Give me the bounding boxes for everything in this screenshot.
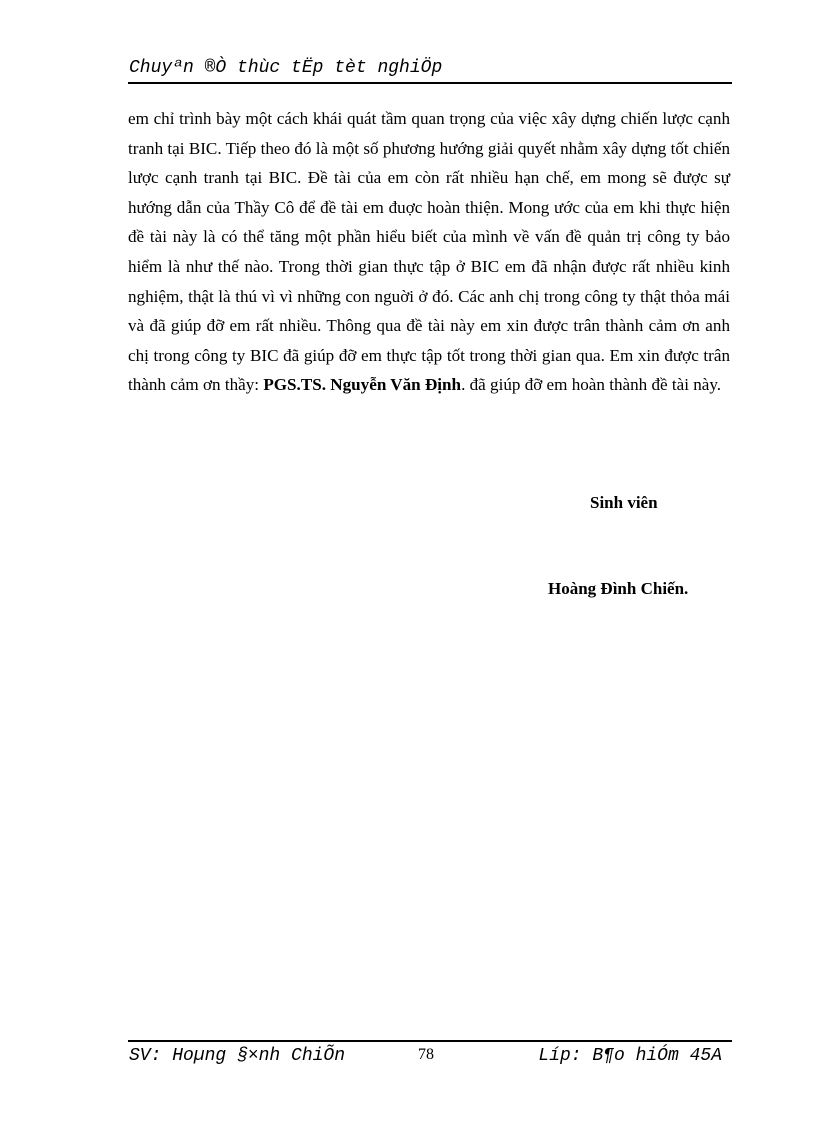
running-title: Chuyªn ®Ò thùc tËp tèt nghiÖp	[129, 58, 443, 78]
paragraph-text-start: em chỉ trình bày một cách khái quát tầm quan trọng của việc xây dựng chiến lược cạnh tranh tại BIC. Tiếp theo đó là một số phương hướng giải quyết nhằm xây dựng tốt chiến lược cạnh tranh tại BIC. Đề tài của em còn rất nhiều hạn chế, em mong sẽ được sự hướng dẫn của Thầy Cô để đề tài em đuợc hoàn thiện. Mong ước của em khi thực hiện đề tài này là có thể tăng một phần hiểu biết của mình về vấn đề quản trị công ty bảo hiểm là như thế nào. Trong thời gian thực tập ở BIC em đã nhận được rất nhiều kinh nghiệm, thật là thú vì vì những con nguời ở đó. Các anh chị trong công ty thật thỏa mái và đã giúp đỡ em rất nhiều. Thông qua đề tài này em xin được trân thành cảm ơn anh chị trong công ty BIC đã giúp đỡ em thực tập tốt trong thời gian qua. Em xin được trân thành cảm ơn thầy:	[128, 109, 730, 395]
advisor-name: PGS.TS. Nguyễn Văn Định	[263, 375, 462, 395]
body-paragraph	[128, 104, 730, 400]
signature-title: Sinh viên	[590, 493, 658, 512]
footer-class: Líp: B¶o hiÓm 45A	[538, 1046, 722, 1066]
signature-name: Hoàng Đình Chiến.	[548, 579, 689, 598]
page-footer	[128, 1040, 732, 1072]
footer-student: SV: Hoµng §×nh ChiÕn	[129, 1046, 346, 1066]
page-header	[128, 56, 732, 84]
paragraph-text-end: . đã giúp đỡ em hoàn thành đề tài này.	[461, 375, 722, 395]
page-number: 78	[418, 1046, 434, 1063]
